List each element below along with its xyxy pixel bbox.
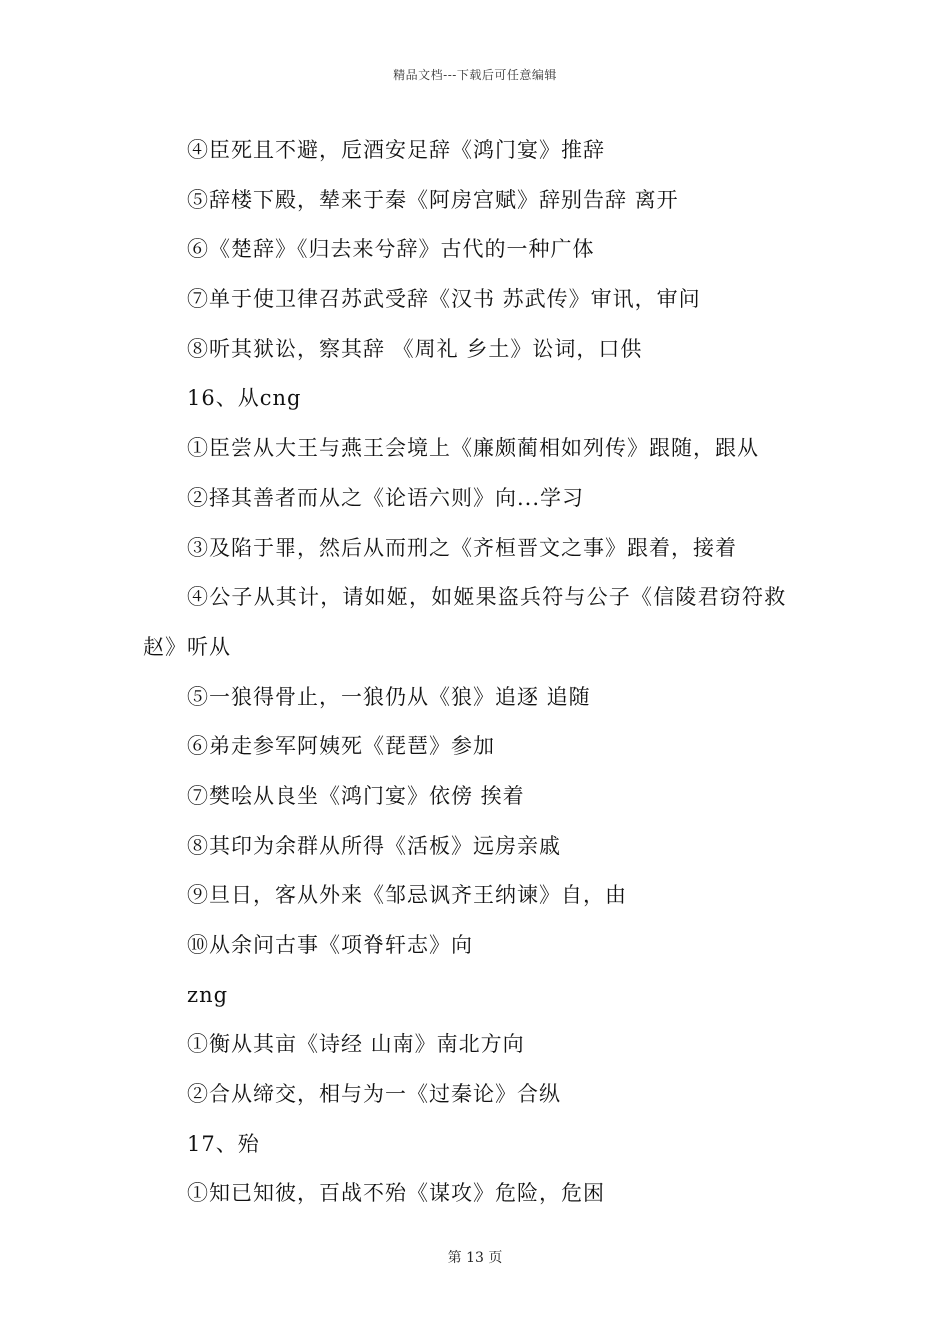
text-line-continuation: 赵》听从	[143, 634, 231, 659]
text-line: ⑦单于使卫律召苏武受辞《汉书 苏武传》审讯，审问	[187, 287, 701, 312]
text-line: ①臣尝从大王与燕王会境上《廉颇蔺相如列传》跟随，跟从	[187, 436, 759, 461]
page-number: 第 13 页	[447, 1250, 503, 1266]
text-line: ②合从缔交，相与为一《过秦论》合纵	[187, 1082, 561, 1107]
text-line: ⑤辞楼下殿，辇来于秦《阿房宫赋》辞别告辞 离开	[187, 187, 679, 212]
text-line: ①衡从其亩《诗经 山南》南北方向	[187, 1032, 525, 1057]
text-line: ⑧听其狱讼，察其辞 《周礼 乡土》讼词，口供	[187, 336, 643, 361]
text-line: ⑤一狼得骨止，一狼仍从《狼》追逐 追随	[187, 684, 591, 709]
text-line: ④臣死且不避，卮酒安足辞《鸿门宴》推辞	[187, 138, 605, 162]
text-line: ⑥《楚辞》《归去来兮辞》古代的一种广体	[187, 237, 595, 262]
section-heading: 17、殆	[187, 1131, 260, 1156]
pronunciation-heading: zng	[187, 982, 229, 1007]
text-line: ⑦樊哙从良坐《鸿门宴》依傍 挨着	[187, 783, 525, 808]
text-line: ⑨旦日，客从外来《邹忌讽齐王纳谏》自，由	[187, 883, 627, 908]
page-header: 精品文档---下载后可任意编辑	[393, 68, 557, 82]
text-line: ③及陷于罪，然后从而刑之《齐桓晋文之事》跟着，接着	[187, 535, 737, 560]
document-body	[0, 130, 950, 1223]
text-line: ⑩从余问古事《项脊轩志》向	[187, 933, 473, 957]
section-heading: 16、从cng	[187, 386, 302, 411]
text-line: ②择其善者而从之《论语六则》向...学习	[187, 485, 585, 510]
text-line: ⑥弟走参军阿姨死《琵琶》参加	[187, 734, 495, 759]
text-line: ④公子从其计，请如姬，如姬果盗兵符与公子《信陵君窃符救	[187, 585, 787, 610]
text-line: ⑧其印为余群从所得《活板》远房亲戚	[187, 833, 561, 858]
text-line: ①知已知彼，百战不殆《谋攻》危险，危困	[187, 1181, 605, 1206]
